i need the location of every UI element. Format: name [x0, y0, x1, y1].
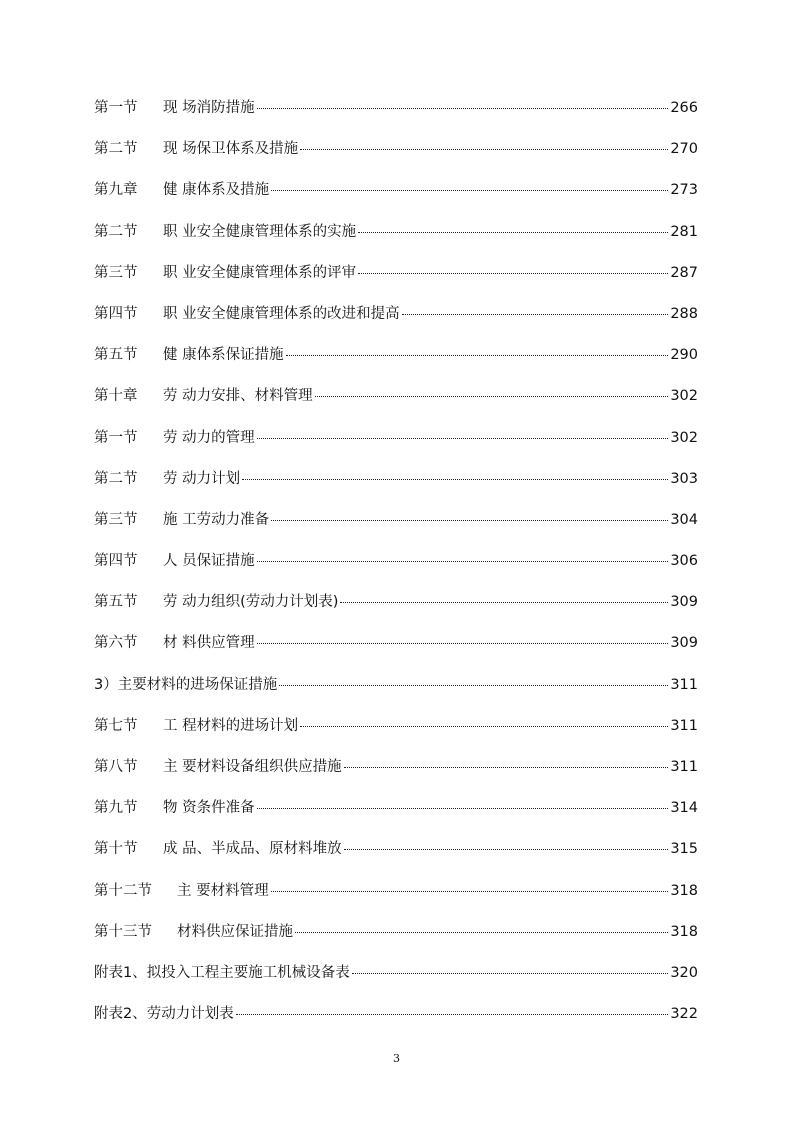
- toc-entry-title: 职 业安全健康管理体系的评审: [163, 264, 357, 281]
- toc-entry[interactable]: [94, 753, 698, 794]
- toc-entry-title: 成 品、半成品、原材料堆放: [163, 841, 342, 858]
- toc-entry-number: 第六节: [94, 635, 138, 652]
- toc-entry[interactable]: [94, 506, 698, 547]
- toc-entry[interactable]: [94, 835, 698, 876]
- toc-dot-leader: [242, 478, 668, 480]
- toc-entry-page: 287: [670, 264, 698, 281]
- toc-entry-title: 劳 动力组织(劳动力计划表): [163, 594, 339, 611]
- toc-entry-title: 人 员保证措施: [163, 553, 255, 570]
- toc-entry-title: 施 工劳动力准备: [163, 511, 270, 528]
- toc-entry-number: 第十章: [94, 388, 138, 405]
- toc-entry-title: 劳 动力计划: [163, 470, 241, 487]
- toc-entry-title: 材料供应保证措施: [177, 923, 293, 940]
- toc-entry-number: 第三节: [94, 264, 138, 281]
- toc-dot-leader: [358, 272, 668, 274]
- toc-entry-number: 第一节: [94, 100, 138, 116]
- toc-entry-page: 309: [670, 594, 698, 611]
- toc-entry-title: 主 要材料管理: [177, 882, 269, 899]
- toc-dot-leader: [257, 107, 669, 109]
- toc-entry-page: 302: [670, 388, 698, 405]
- toc-dot-leader: [340, 601, 668, 603]
- toc-entry-page: 303: [670, 470, 698, 487]
- toc-entry-page: 315: [670, 841, 698, 858]
- toc-entry-number: 第二节: [94, 470, 138, 487]
- toc-entry-page: 290: [670, 347, 698, 364]
- toc-entry-page: 266: [670, 100, 698, 116]
- toc-entry-page: 311: [670, 717, 698, 734]
- toc-dot-leader: [300, 725, 668, 727]
- toc-entry-title: 3）主要材料的进场保证措施: [94, 676, 278, 693]
- toc-entry-title: 物 资条件准备: [163, 800, 255, 817]
- toc-entry-title: 附表2、劳动力计划表: [94, 1006, 234, 1023]
- toc-entry-number: 第三节: [94, 511, 138, 528]
- toc-dot-leader: [271, 519, 668, 521]
- toc-entry[interactable]: [94, 712, 698, 753]
- toc-entry[interactable]: [94, 877, 698, 918]
- toc-entry-page: 304: [670, 511, 698, 528]
- toc-entry-page: 322: [670, 1006, 698, 1023]
- toc-entry-number: 第二节: [94, 141, 138, 158]
- toc-dot-leader: [286, 354, 669, 356]
- toc-entry-page: 314: [670, 800, 698, 817]
- toc-entry-page: 281: [670, 223, 698, 240]
- toc-entry-page: 306: [670, 553, 698, 570]
- toc-entry[interactable]: [94, 300, 698, 341]
- toc-entry-number: 第八节: [94, 759, 138, 775]
- toc-entry-number: 第五节: [94, 347, 138, 364]
- toc-dot-leader: [315, 395, 669, 397]
- toc-entry-title: 工 程材料的进场计划: [163, 717, 299, 734]
- toc-entry-number: 第四节: [94, 553, 138, 570]
- toc-dot-leader: [236, 1013, 669, 1015]
- toc-dot-leader: [295, 931, 668, 933]
- toc-entry-page: 302: [670, 429, 698, 446]
- toc-entry[interactable]: [94, 547, 698, 588]
- toc-entry[interactable]: [94, 918, 698, 959]
- toc-entry[interactable]: [94, 341, 698, 382]
- toc-dot-leader: [344, 766, 669, 768]
- toc-entry[interactable]: [94, 176, 698, 217]
- toc-entry-number: 第五节: [94, 594, 138, 611]
- toc-entry[interactable]: [94, 465, 698, 506]
- toc-dot-leader: [257, 437, 669, 439]
- toc-entry-page: 311: [670, 676, 698, 693]
- toc-entry-title: 现 场保卫体系及措施: [163, 141, 299, 158]
- toc-dot-leader: [271, 189, 668, 191]
- toc-entry-title: 主 要材料设备组织供应措施: [163, 759, 342, 775]
- toc-dot-leader: [257, 560, 669, 562]
- toc-entry-number: 第十二节: [94, 882, 152, 899]
- toc-entry-title: 劳 动力的管理: [163, 429, 255, 446]
- toc-entry-number: 第十节: [94, 841, 138, 858]
- toc-entry-title: 职 业安全健康管理体系的实施: [163, 223, 357, 240]
- toc-entry-number: 第九节: [94, 800, 138, 817]
- toc-dot-leader: [358, 231, 668, 233]
- toc-entry[interactable]: [94, 135, 698, 176]
- toc-entry-page: 318: [670, 923, 698, 940]
- toc-dot-leader: [257, 807, 669, 809]
- toc-entry-title: 健 康体系及措施: [163, 182, 270, 199]
- toc-entry-title: 健 康体系保证措施: [163, 347, 284, 364]
- toc-entry-page: 309: [670, 635, 698, 652]
- toc-entry[interactable]: [94, 382, 698, 423]
- toc-entry[interactable]: [94, 671, 698, 712]
- toc-entry[interactable]: [94, 1000, 698, 1041]
- toc-entry[interactable]: [94, 218, 698, 259]
- toc-entry-number: 第九章: [94, 182, 138, 199]
- toc-dot-leader: [344, 848, 669, 850]
- toc-dot-leader: [300, 148, 668, 150]
- toc-entry-title: 附表1、拟投入工程主要施工机械设备表: [94, 964, 350, 981]
- toc-entry[interactable]: [94, 959, 698, 1000]
- toc-entry-page: 273: [670, 182, 698, 199]
- toc-entry-number: 第七节: [94, 717, 138, 734]
- toc-entry[interactable]: [94, 94, 698, 135]
- toc-entry-page: 288: [670, 305, 698, 322]
- toc-dot-leader: [271, 890, 669, 892]
- toc-entry[interactable]: [94, 794, 698, 835]
- toc-entry-page: 311: [670, 759, 698, 775]
- toc-entry-title: 职 业安全健康管理体系的改进和提高: [163, 305, 400, 322]
- toc-dot-leader: [257, 642, 669, 644]
- toc-entry-page: 270: [670, 141, 698, 158]
- toc-entry[interactable]: [94, 629, 698, 670]
- toc-entry[interactable]: [94, 424, 698, 465]
- toc-entry-title: 材 料供应管理: [163, 635, 255, 652]
- toc-entry-number: 第四节: [94, 305, 138, 322]
- toc-entry-page: 320: [670, 964, 698, 981]
- toc-entry-number: 第十三节: [94, 923, 152, 940]
- toc-entry[interactable]: [94, 588, 698, 629]
- toc-entry-title: 现 场消防措施: [163, 100, 255, 116]
- toc-entry-title: 劳 动力安排、材料管理: [163, 388, 313, 405]
- page-number: 3: [393, 1052, 400, 1065]
- toc-entry-number: 第二节: [94, 223, 138, 240]
- toc-entry[interactable]: [94, 259, 698, 300]
- toc-entry-page: 318: [670, 882, 698, 899]
- toc-dot-leader: [402, 313, 669, 315]
- toc-dot-leader: [352, 972, 669, 974]
- toc-dot-leader: [279, 684, 668, 686]
- table-of-contents: [94, 94, 698, 1041]
- toc-entry-number: 第一节: [94, 429, 138, 446]
